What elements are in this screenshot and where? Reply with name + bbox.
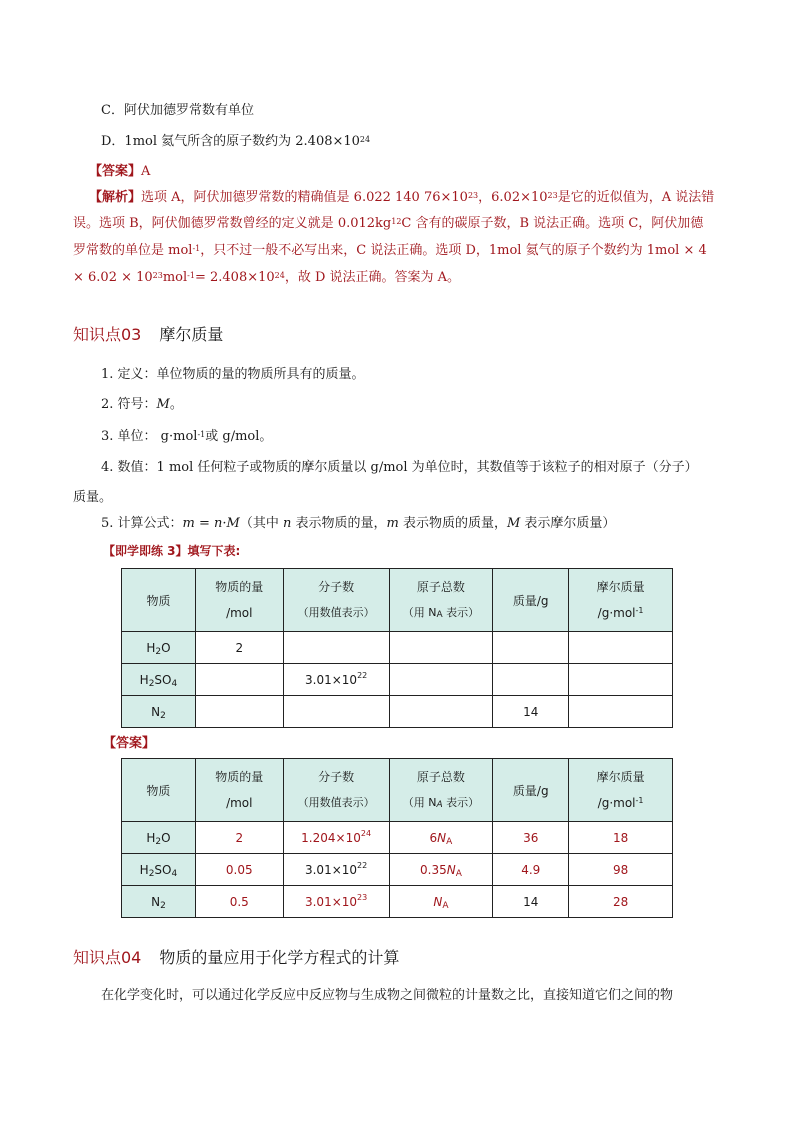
cell-amount xyxy=(195,664,283,696)
cell-atoms: $N_A$ xyxy=(389,886,493,918)
table-row xyxy=(122,854,673,886)
formula-item: 5. 计算公式：m = n·M（其中 n 表示物质的量，m 表示物质的质量，M 表示摩尔质量） xyxy=(101,516,616,531)
definition-item: 1. 定义：单位物质的量的物质所具有的质量。 xyxy=(101,367,365,382)
substance-h2o: $H_2O$ xyxy=(122,822,196,854)
header-molecules: 分子数 （用数值表示） xyxy=(283,759,389,822)
cell-amount: 0.05 xyxy=(195,854,283,886)
header-molar-mass: 摩尔质量 /g·mol$^{-1}$ xyxy=(569,759,673,822)
section-heading-kp03: 知识点03 摩尔质量 xyxy=(73,325,224,344)
value-item-line-2: 质量。 xyxy=(73,490,113,505)
table-header-row xyxy=(122,759,673,822)
section-heading-kp04: 知识点04 物质的量应用于化学方程式的计算 xyxy=(73,948,400,967)
cell-amount: 2 xyxy=(195,822,283,854)
question-table xyxy=(121,568,673,728)
cell-atoms xyxy=(389,696,493,728)
cell-molar-mass: 18 xyxy=(569,822,673,854)
cell-molar-mass xyxy=(569,664,673,696)
practice-label: 【即学即练 3】填写下表: xyxy=(103,544,241,558)
header-substance: 物质 xyxy=(122,759,196,822)
substance-n2: $N_2$ xyxy=(122,696,196,728)
header-amount: 物质的量 /mol xyxy=(195,569,283,632)
cell-mass xyxy=(493,664,569,696)
cell-amount xyxy=(195,696,283,728)
substance-h2o: $H_2O$ xyxy=(122,632,196,664)
cell-molecules: $1.204\times 10^{24}$ xyxy=(283,822,389,854)
cell-molecules: $3.01\times 10^{22}$ xyxy=(283,854,389,886)
header-atoms: 原子总数 （用 $N_A$ 表示） xyxy=(389,759,493,822)
symbol-item: 2. 符号：M。 xyxy=(101,397,183,412)
cell-amount: 0.5 xyxy=(195,886,283,918)
analysis-line-1: 【解析】选项 A，阿伏加德罗常数的精确值是 6.022 140 $76\times 10^{23}$，$6.02\times 10^{23}$是它的近似值为，A 说法错 xyxy=(89,190,715,205)
header-amount: 物质的量 /mol xyxy=(195,759,283,822)
header-molar-mass: 摩尔质量 /g·mol$^{-1}$ xyxy=(569,569,673,632)
paragraph-line: 在化学变化时，可以通过化学反应中反应物与生成物之间微粒的计量数之比，直接知道它们之间的物 xyxy=(101,988,674,1003)
substance-h2so4: $H_2SO_4$ xyxy=(122,664,196,696)
cell-molar-mass xyxy=(569,696,673,728)
header-mass: 质量/g xyxy=(493,759,569,822)
answer-label-2: 【答案】 xyxy=(103,736,156,751)
substance-h2so4: $H_2SO_4$ xyxy=(122,854,196,886)
table-row xyxy=(122,886,673,918)
cell-mass: 36 xyxy=(493,822,569,854)
analysis-line-3: 罗常数的单位是 mol$^{-1}$，只不过一般不必写出来，C 说法正确。选项 D，1mol 氦气的原子个数约为 1mol × 4 xyxy=(73,243,707,258)
cell-molar-mass: 28 xyxy=(569,886,673,918)
header-molecules: 分子数 （用数值表示） xyxy=(283,569,389,632)
analysis-line-4: × $6.02 \times 10^{23}mol^{-1}= 2.408\times 10^{24}$，故 D 说法正确。答案为 A。 xyxy=(73,270,461,285)
cell-atoms: $0.35N_A$ xyxy=(389,854,493,886)
header-atoms: 原子总数 （用 $N_A$ 表示） xyxy=(389,569,493,632)
cell-molecules: $3.01\times 10^{22}$ xyxy=(283,664,389,696)
table-row xyxy=(122,664,673,696)
answer-line: 【答案】A xyxy=(89,164,151,179)
cell-molar-mass: 98 xyxy=(569,854,673,886)
table-row xyxy=(122,822,673,854)
cell-atoms xyxy=(389,632,493,664)
analysis-line-2: 误。选项 B，阿伏伽德罗常数曾经的定义就是 $0.012kg^{12}C$ 含有的碳原子数，B 说法正确。选项 C，阿伏加德 xyxy=(73,216,704,231)
cell-atoms xyxy=(389,664,493,696)
table-row xyxy=(122,632,673,664)
header-substance: 物质 xyxy=(122,569,196,632)
option-c: C．阿伏加德罗常数有单位 xyxy=(101,103,254,118)
substance-n2: $N_2$ xyxy=(122,886,196,918)
table-header-row xyxy=(122,569,673,632)
cell-mass: 14 xyxy=(493,886,569,918)
unit-item: 3. 单位： g·mol$^{-1}$或 g/mol。 xyxy=(101,429,273,444)
cell-mass: 4.9 xyxy=(493,854,569,886)
option-d: D．1mol 氦气所含的原子数约为 $2.408\times 10^{24}$ xyxy=(101,134,371,149)
cell-atoms: $6N_A$ xyxy=(389,822,493,854)
cell-amount: 2 xyxy=(195,632,283,664)
header-mass: 质量/g xyxy=(493,569,569,632)
cell-molecules: $3.01\times 10^{23}$ xyxy=(283,886,389,918)
answer-table xyxy=(121,758,673,918)
cell-molecules xyxy=(283,632,389,664)
table-row xyxy=(122,696,673,728)
cell-molar-mass xyxy=(569,632,673,664)
value-item-line-1: 4. 数值：1 mol 任何粒子或物质的摩尔质量以 g/mol 为单位时，其数值等于该粒子的相对原子（分子） xyxy=(101,460,698,475)
cell-mass xyxy=(493,632,569,664)
cell-mass: 14 xyxy=(493,696,569,728)
cell-molecules xyxy=(283,696,389,728)
